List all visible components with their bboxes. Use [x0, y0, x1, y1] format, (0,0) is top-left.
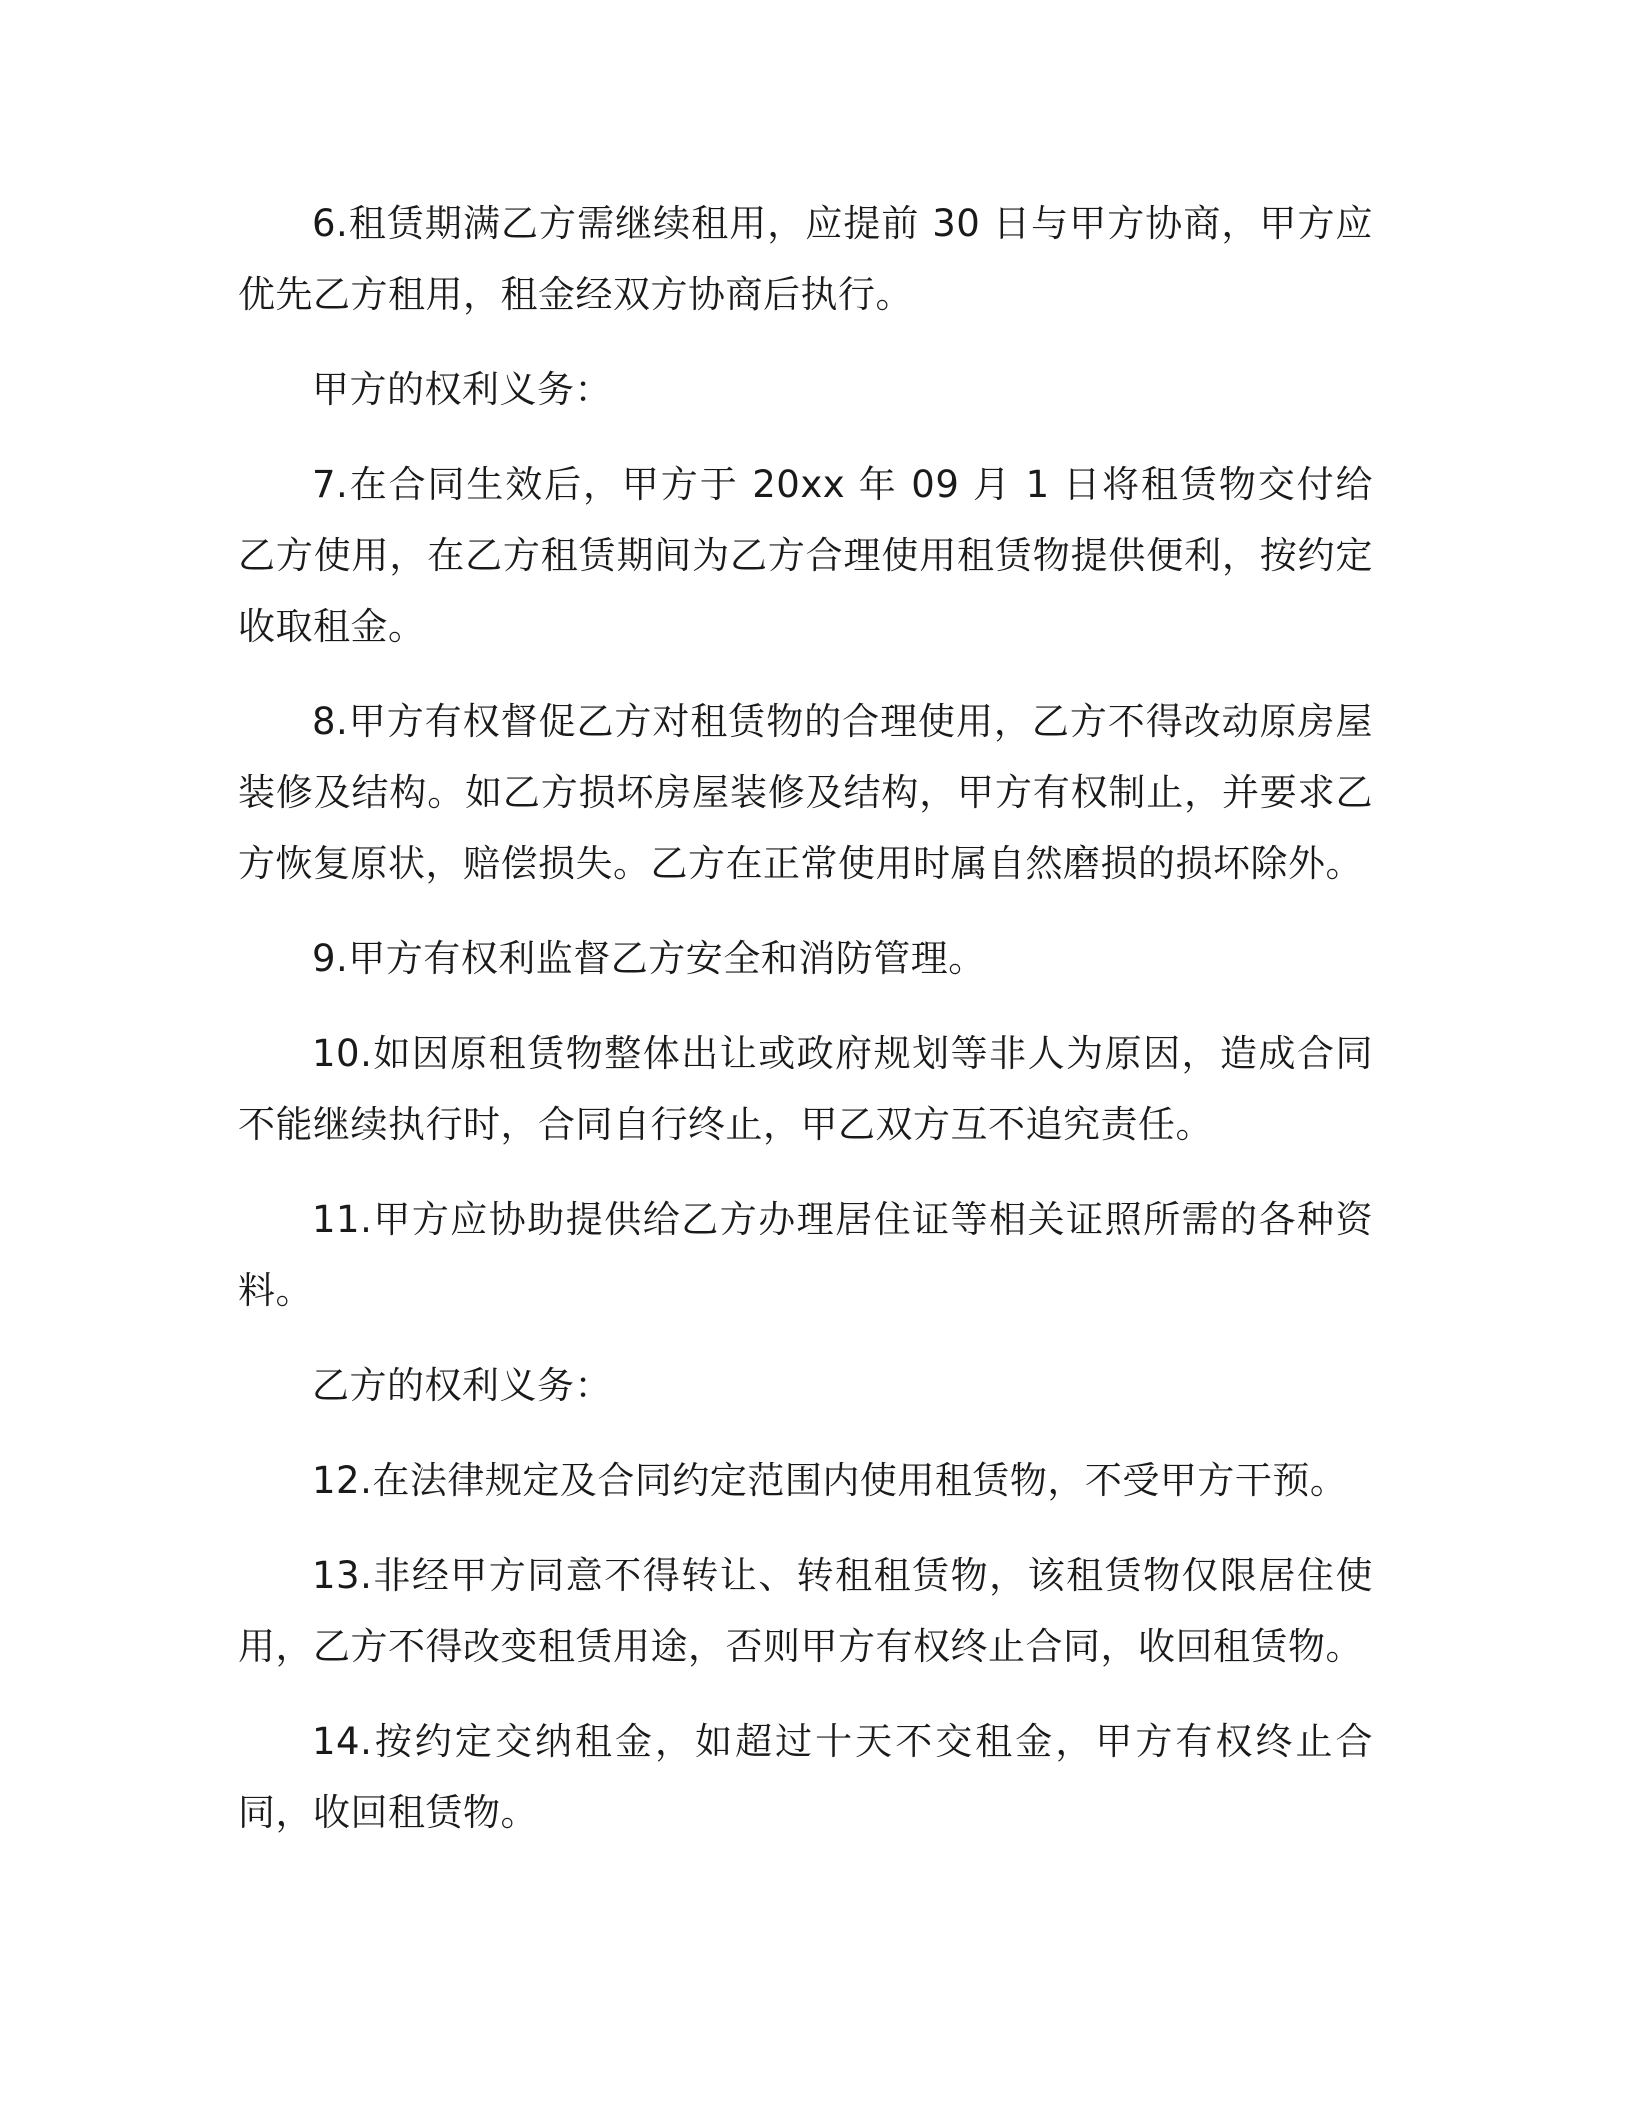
- clause-12-paragraph: 12.在法律规定及合同约定范围内使用租赁物，不受甲方干预。: [312, 1459, 1348, 1502]
- clause-11-paragraph: 11.甲方应协助提供给乙方办理居住证等相关证照所需的各种资料。: [238, 1198, 1373, 1312]
- clause-13-paragraph: 13.非经甲方同意不得转让、转租租赁物，该租赁物仅限居住使用，乙方不得改变租赁用途，否则甲方有权终止合同，收回租赁物。: [238, 1554, 1373, 1668]
- party-b-rights-heading: 乙方的权利义务：: [312, 1364, 612, 1407]
- party-a-rights-heading: 甲方的权利义务：: [312, 368, 612, 411]
- clause-7-paragraph: 7.在合同生效后，甲方于 20xx 年 09 月 1 日将租赁物交付给乙方使用，在乙方租赁期间为乙方合理使用租赁物提供便利，按约定收取租金。: [238, 463, 1373, 648]
- clause-10-paragraph: 10.如因原租赁物整体出让或政府规划等非人为原因，造成合同不能继续执行时，合同自行终止，甲乙双方互不追究责任。: [238, 1032, 1373, 1146]
- document-body: [238, 188, 1373, 1872]
- clause-14-paragraph: 14.按约定交纳租金，如超过十天不交租金，甲方有权终止合同，收回租赁物。: [238, 1720, 1373, 1834]
- clause-8-paragraph: 8.甲方有权督促乙方对租赁物的合理使用，乙方不得改动原房屋装修及结构。如乙方损坏房屋装修及结构，甲方有权制止，并要求乙方恢复原状，赔偿损失。乙方在正常使用时属自然磨损的损坏除外。: [238, 700, 1373, 885]
- clause-6-paragraph: 6.租赁期满乙方需继续租用，应提前 30 日与甲方协商，甲方应优先乙方租用，租金经双方协商后执行。: [238, 202, 1373, 316]
- clause-9-paragraph: 9.甲方有权利监督乙方安全和消防管理。: [312, 937, 986, 980]
